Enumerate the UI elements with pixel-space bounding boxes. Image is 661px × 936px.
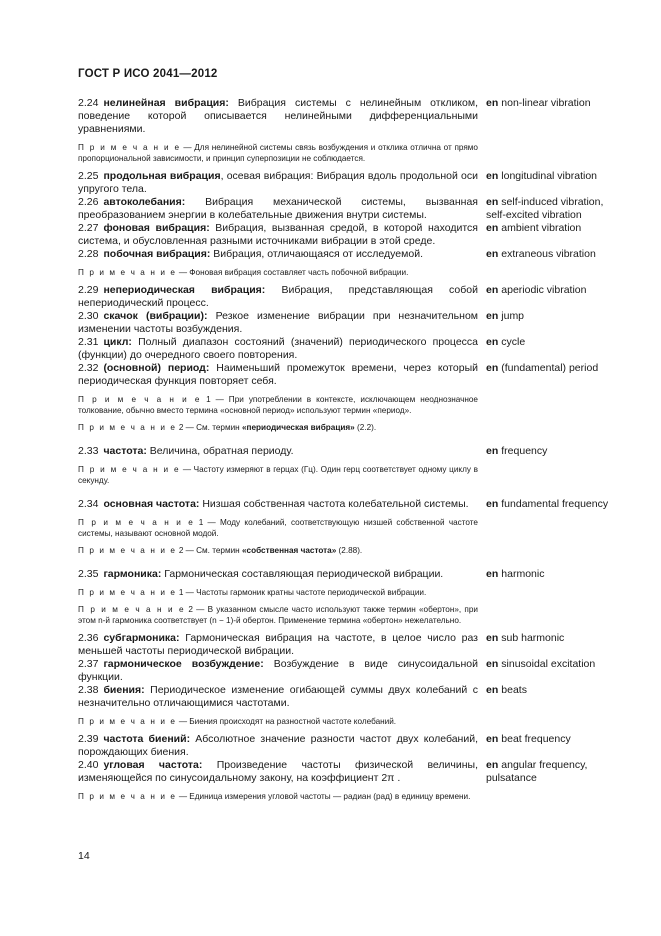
note: П р и м е ч а н и е — Частоту измеряют в герцах (Гц). Один герц соответствует одному циклу в секунду. <box>78 465 478 485</box>
term-definition: Вибрация системы с нелинейным откликом, поведение которой описывается нелинейными дифференциальными уравнениями. <box>78 97 478 135</box>
term-entry-2-25 <box>78 170 616 196</box>
english-term: beats <box>501 684 527 696</box>
term-definition: Периодическое изменение огибающей суммы двух колебаний с незначительно отличающимися частотами. <box>78 684 478 709</box>
term-definition: Возбуждение в виде синусоидальной функции. <box>78 658 479 683</box>
english-term: jump <box>501 310 525 322</box>
term-number: 2.28 <box>78 248 99 260</box>
term-number: 2.39 <box>78 733 99 745</box>
term-definition: Вибрация, представляющая собой непериодический процесс. <box>78 284 478 309</box>
term-entry-2-40 <box>78 759 616 785</box>
term-definition: Вибрация механической системы, вызванная преобразованием энергии в колебательные движения внутри системы. <box>78 196 478 221</box>
term-name: основная частота: <box>103 498 200 510</box>
term-definition: Гармоническая составляющая периодической вибрации. <box>164 568 444 580</box>
english-term: harmonic <box>501 568 545 580</box>
term-name: биения: <box>103 684 145 696</box>
term-number: 2.29 <box>78 284 99 296</box>
term-name: непериодическая вибрация: <box>103 284 266 296</box>
term-entry-2-27 <box>78 222 616 248</box>
term-entry-2-31 <box>78 336 616 362</box>
term-name: гармоника: <box>103 568 162 580</box>
english-term: cycle <box>501 336 526 348</box>
term-entry-2-26 <box>78 196 616 222</box>
note: П р и м е ч а н и е — Биения происходят на разностной частоте колебаний. <box>78 717 397 726</box>
term-number: 2.34 <box>78 498 99 510</box>
page-number: 14 <box>78 850 90 862</box>
term-number: 2.30 <box>78 310 99 322</box>
term-definition: Низшая собственная частота колебательной системы. <box>202 498 469 510</box>
language-tag: en <box>486 498 499 510</box>
language-tag: en <box>486 759 499 771</box>
term-number: 2.31 <box>78 336 99 348</box>
language-tag: en <box>486 445 499 457</box>
term-number: 2.37 <box>78 658 99 670</box>
document-header: ГОСТ Р ИСО 2041—2012 <box>78 68 218 80</box>
term-number: 2.40 <box>78 759 99 771</box>
english-term: frequency <box>501 445 548 457</box>
term-entry-2-30 <box>78 310 616 336</box>
note: П р и м е ч а н и е 2 — В указанном смысле часто используют также термин «обертон», при этом n-й гармоника соответствует (n − 1)-й обертон. Применение термина «обертон» нежелательно. <box>78 605 478 625</box>
term-number: 2.33 <box>78 445 99 457</box>
term-number: 2.24 <box>78 97 99 109</box>
term-entry-2-24 <box>78 97 616 136</box>
language-tag: en <box>486 336 499 348</box>
term-name: продольная вибрация <box>103 170 221 182</box>
term-name: нелинейная вибрация: <box>103 97 229 109</box>
term-entry-2-39 <box>78 733 616 759</box>
language-tag: en <box>486 632 499 644</box>
term-definition: Наименьший промежуток времени, через который периодическая функция повторяет себя. <box>78 362 479 387</box>
term-definition: Полный диапазон состояний (значений) периодического процесса (функции) до очередного своего повторения. <box>78 336 479 361</box>
term-number: 2.32 <box>78 362 99 374</box>
term-entry-2-32 <box>78 362 616 388</box>
language-tag: en <box>486 733 499 745</box>
english-term: longitudinal vibration <box>501 170 597 182</box>
term-name: частота: <box>103 445 147 457</box>
term-name: побочная вибрация: <box>103 248 211 260</box>
note: П р и м е ч а н и е — Фоновая вибрация составляет часть побочной вибрации. <box>78 268 409 277</box>
language-tag: en <box>486 196 499 208</box>
term-name: фоновая вибрация: <box>103 222 210 234</box>
note: П р и м е ч а н и е 2 — См. термин «собственная частота» (2.88). <box>78 546 363 555</box>
term-entry-2-33 <box>78 445 616 458</box>
term-entry-2-35 <box>78 568 616 581</box>
english-term: aperiodic vibration <box>501 284 587 296</box>
language-tag: en <box>486 97 499 109</box>
english-term: ambient vibration <box>501 222 582 234</box>
term-number: 2.26 <box>78 196 99 208</box>
language-tag: en <box>486 284 499 296</box>
english-term: angular frequency, pulsatance <box>486 759 588 784</box>
term-number: 2.38 <box>78 684 99 696</box>
term-name: автоколебания: <box>103 196 186 208</box>
language-tag: en <box>486 568 499 580</box>
term-definition: Резкое изменение вибрации при незначительном изменении частоты возбуждения. <box>78 310 479 335</box>
language-tag: en <box>486 248 499 260</box>
term-definition: Вибрация, вызванная средой, в которой находится система, и обусловленная разными источниками вибрации в этой среде. <box>78 222 478 247</box>
note: П р и м е ч а н и е 1 — Частоты гармоник кратны частоте периодической вибрации. <box>78 588 427 597</box>
english-term: beat frequency <box>501 733 571 745</box>
terms-list <box>78 97 616 808</box>
english-term: sub harmonic <box>501 632 565 644</box>
note: П р и м е ч а н и е 1 — Моду колебаний, соответствующую низшей собственной частоте системы, называют основной модой. <box>78 518 478 538</box>
term-entry-2-29 <box>78 284 616 310</box>
term-entry-2-36 <box>78 632 616 658</box>
note: П р и м е ч а н и е 1 — При употреблении в контексте, исключающем неоднозначное толкование, обычно вместо термина «основной период» используют термин «период». <box>78 395 478 415</box>
language-tag: en <box>486 170 499 182</box>
term-definition: , осевая вибрация: Вибрация вдоль продольной оси упругого тела. <box>78 170 478 195</box>
english-term: extraneous vibration <box>501 248 596 260</box>
english-term: non-linear vibration <box>501 97 591 109</box>
term-name: угловая частота: <box>103 759 203 771</box>
language-tag: en <box>486 362 499 374</box>
term-number: 2.25 <box>78 170 99 182</box>
note: П р и м е ч а н и е — Для нелинейной системы связь возбуждения и отклика отлична от прямо пропорциональной зависимости, и принцип суперпозиции не соблюдается. <box>78 143 478 163</box>
term-name: (основной) период: <box>103 362 210 374</box>
language-tag: en <box>486 222 499 234</box>
english-term: (fundamental) period <box>501 362 599 374</box>
english-term: self-induced vibration, self-excited vibration <box>486 196 604 221</box>
term-definition: Вибрация, отличающаяся от исследуемой. <box>213 248 423 260</box>
term-definition: Абсолютное значение разности частот двух колебаний, порождающих биения. <box>78 733 479 758</box>
term-name: цикл: <box>103 336 132 348</box>
term-definition: Величина, обратная периоду. <box>149 445 294 457</box>
term-name: частота биений: <box>103 733 191 745</box>
english-term: sinusoidal excitation <box>501 658 596 670</box>
term-number: 2.27 <box>78 222 99 234</box>
language-tag: en <box>486 658 499 670</box>
term-entry-2-34 <box>78 498 616 511</box>
term-number: 2.35 <box>78 568 99 580</box>
note: П р и м е ч а н и е 2 — См. термин «периодическая вибрация» (2.2). <box>78 423 377 432</box>
term-definition: Произведение частоты физической величины, изменяющейся по синусоидальному закону, на коэффициент 2π . <box>78 759 479 784</box>
language-tag: en <box>486 310 499 322</box>
term-definition: Гармоническая вибрация на частоте, в целое число раз меньшей частоты периодической вибрации. <box>78 632 478 657</box>
note: П р и м е ч а н и е — Единица измерения угловой частоты — радиан (рад) в единицу времени. <box>78 792 471 801</box>
term-number: 2.36 <box>78 632 99 644</box>
term-entry-2-38 <box>78 684 616 710</box>
term-name: субгармоника: <box>103 632 180 644</box>
term-entry-2-37 <box>78 658 616 684</box>
term-name: скачок (вибрации): <box>103 310 208 322</box>
term-name: гармоническое возбуждение: <box>103 658 264 670</box>
english-term: fundamental frequency <box>501 498 609 510</box>
language-tag: en <box>486 684 499 696</box>
term-entry-2-28 <box>78 248 616 261</box>
